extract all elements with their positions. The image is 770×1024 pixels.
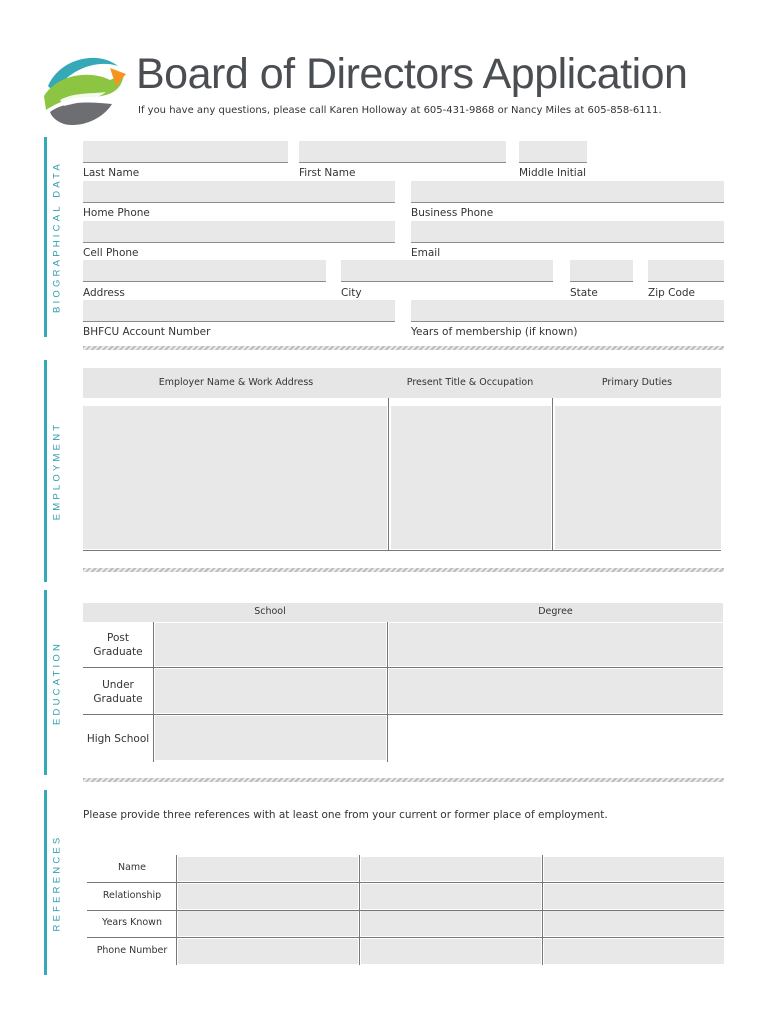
col-duties-header: Primary Duties: [601, 377, 673, 388]
state-label: State: [570, 287, 598, 299]
ref3-name-input[interactable]: [544, 857, 724, 881]
col-title-header: Present Title & Occupation: [406, 377, 534, 388]
ref2-relationship-input[interactable]: [361, 884, 541, 909]
city-label: City: [341, 287, 362, 299]
ref3-relationship-input[interactable]: [544, 884, 724, 909]
zip-code-label: Zip Code: [648, 287, 695, 299]
email-label: Email: [411, 247, 441, 259]
col-divider: [388, 398, 389, 550]
ref2-phone-input[interactable]: [361, 939, 541, 964]
first-name-field[interactable]: [299, 141, 506, 163]
years-membership-field[interactable]: [411, 300, 724, 322]
years-membership-label: Years of membership (if known): [411, 326, 578, 338]
table-bottom-border: [83, 550, 721, 551]
page-title: Board of Directors Application: [136, 50, 688, 98]
section-divider: [83, 346, 724, 350]
row-divider: [87, 937, 724, 938]
section-references: [44, 790, 66, 975]
home-phone-field[interactable]: [83, 181, 395, 203]
section-employment: [44, 360, 66, 582]
last-name-label: Last Name: [83, 167, 140, 179]
row-divider: [87, 882, 724, 883]
ref1-name-input[interactable]: [178, 857, 358, 881]
ref1-relationship-input[interactable]: [178, 884, 358, 909]
section-divider: [83, 568, 724, 572]
edu-row-label: Under Graduate: [93, 679, 143, 705]
ref-row-label: Years Known: [102, 917, 162, 928]
address-label: Address: [83, 287, 125, 299]
account-number-label: BHFCU Account Number: [83, 326, 211, 338]
ref-row-label: Name: [117, 862, 147, 873]
col-divider: [387, 622, 388, 762]
middle-initial-field[interactable]: [519, 141, 587, 163]
col-employer-header: Employer Name & Work Address: [158, 377, 314, 388]
last-name-field[interactable]: [83, 141, 288, 163]
ref-row-label: Relationship: [102, 890, 162, 901]
col-divider: [552, 398, 553, 550]
employer-input[interactable]: [83, 406, 387, 549]
section-label-biographical: BIOGRAPHICAL DATA: [51, 161, 62, 313]
section-education: [44, 590, 66, 775]
cell-phone-label: Cell Phone: [83, 247, 139, 259]
ref3-phone-input[interactable]: [544, 939, 724, 964]
contact-info: If you have any questions, please call Karen Holloway at 605-431-9868 or Nancy Miles at 605-858-6111.: [138, 105, 662, 116]
ref2-years-input[interactable]: [361, 911, 541, 936]
duties-input[interactable]: [555, 406, 721, 549]
ref1-years-input[interactable]: [178, 911, 358, 936]
city-field[interactable]: [341, 260, 553, 282]
edu-row-label: Post Graduate: [93, 632, 143, 658]
row-divider: [87, 910, 724, 911]
highschool-school-input[interactable]: [155, 716, 386, 760]
first-name-label: First Name: [299, 167, 356, 179]
row-divider: [83, 714, 723, 715]
references-intro: Please provide three references with at least one from your current or former place of employment.: [83, 809, 608, 821]
home-phone-label: Home Phone: [83, 207, 150, 219]
ref-row-label: Phone Number: [96, 945, 168, 956]
bhfcu-logo-icon: [40, 40, 126, 128]
postgrad-degree-input[interactable]: [389, 623, 723, 666]
section-biographical: [44, 137, 66, 337]
row-divider: [83, 667, 723, 668]
account-number-field[interactable]: [83, 300, 395, 322]
zip-code-field[interactable]: [648, 260, 724, 282]
undergrad-school-input[interactable]: [155, 669, 386, 713]
col-degree-header: Degree: [538, 606, 573, 617]
section-divider: [83, 778, 724, 782]
middle-initial-label: Middle Initial: [519, 167, 587, 179]
title-input[interactable]: [391, 406, 551, 549]
ref2-name-input[interactable]: [361, 857, 541, 881]
undergrad-degree-input[interactable]: [389, 669, 723, 713]
section-label-references: REFERENCES: [51, 834, 62, 931]
ref3-years-input[interactable]: [544, 911, 724, 936]
row-label-divider: [153, 622, 154, 762]
business-phone-label: Business Phone: [411, 207, 494, 219]
postgrad-school-input[interactable]: [155, 623, 386, 666]
email-field[interactable]: [411, 221, 724, 243]
col-school-header: School: [254, 606, 286, 617]
section-label-employment: EMPLOYMENT: [51, 421, 62, 521]
business-phone-field[interactable]: [411, 181, 724, 203]
address-field[interactable]: [83, 260, 326, 282]
section-label-education: EDUCATION: [51, 640, 62, 725]
state-field[interactable]: [570, 260, 633, 282]
cell-phone-field[interactable]: [83, 221, 395, 243]
edu-row-label: High School: [86, 733, 150, 745]
ref1-phone-input[interactable]: [178, 939, 358, 964]
